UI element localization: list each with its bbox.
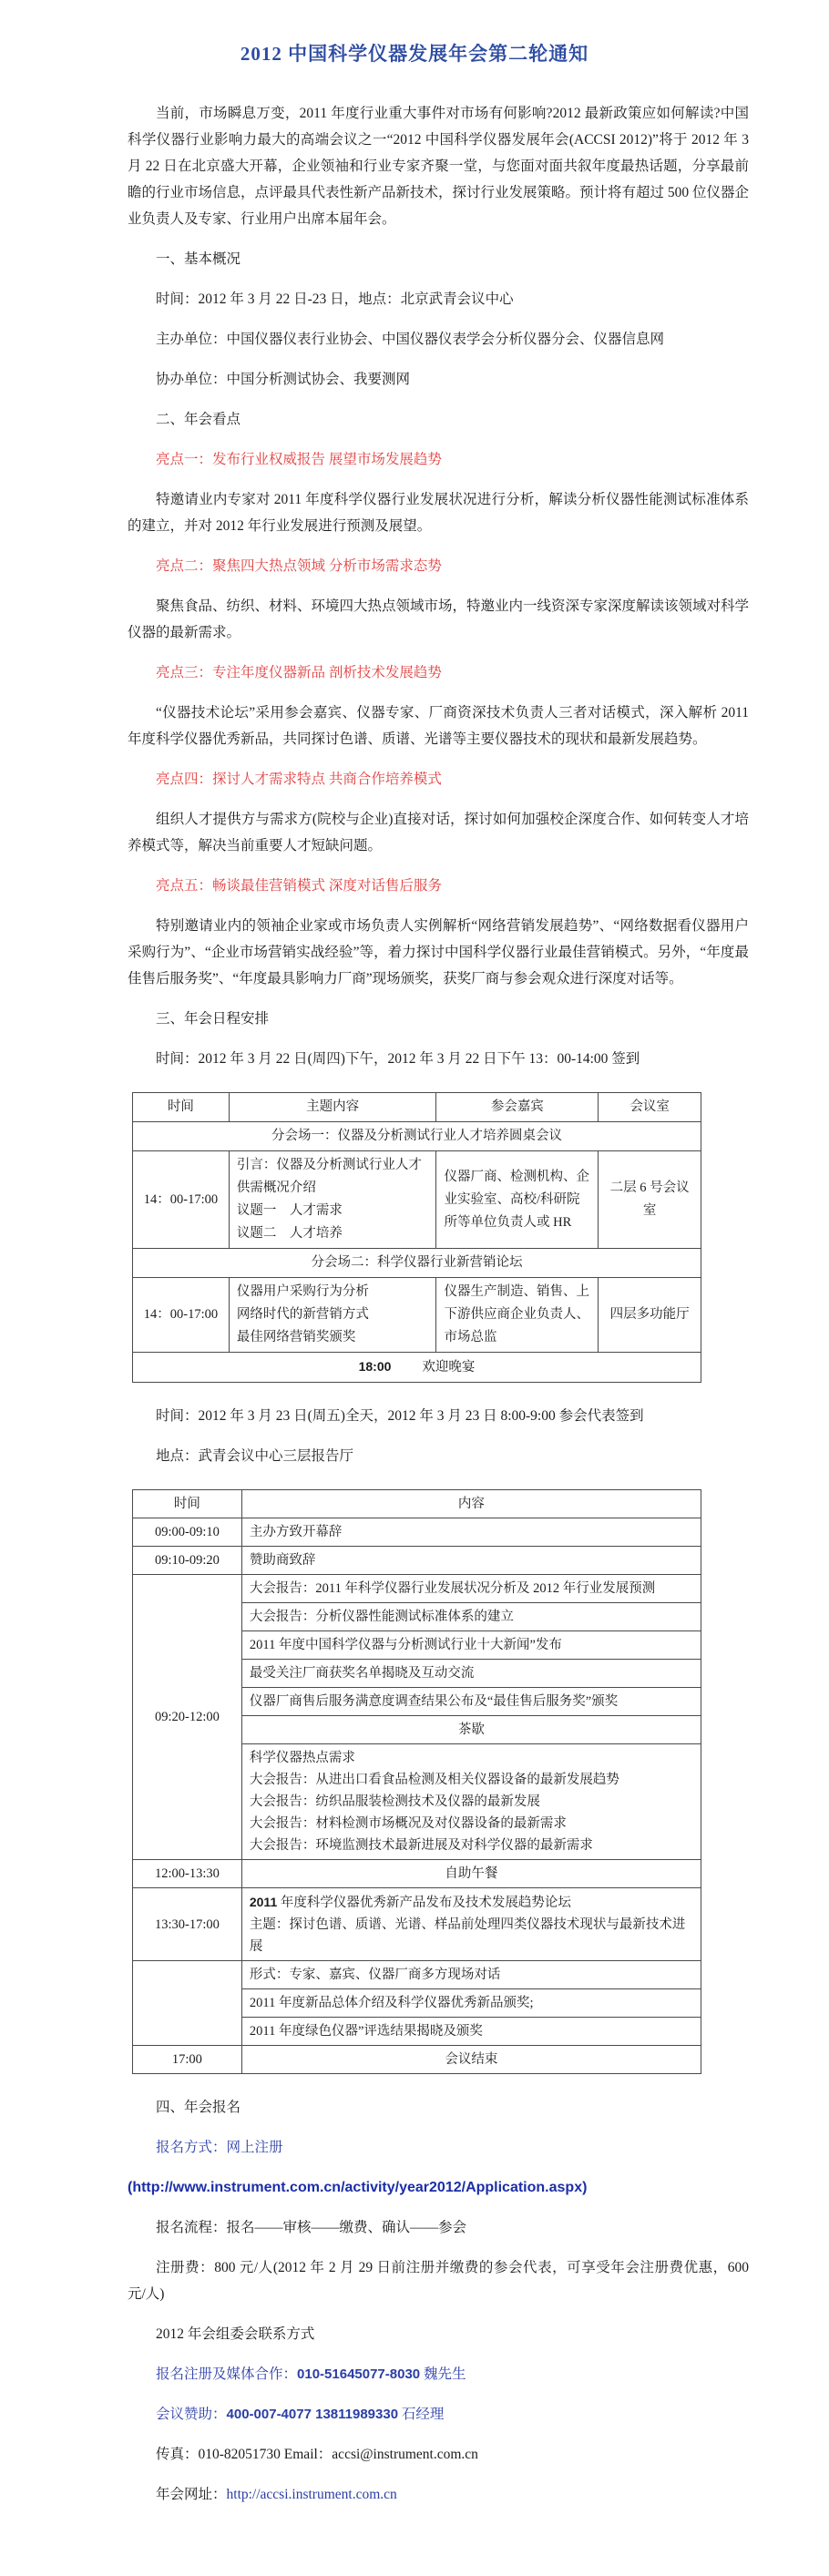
session2-row [133, 1278, 701, 1353]
afternoon-extra-2: 2011 年度新品总体介绍及科学仪器优秀新品颁奖; [241, 1989, 701, 2018]
morning-item-2: 大会报告：分析仪器性能测试标准体系的建立 [241, 1603, 701, 1631]
row1-content: 主办方致开幕辞 [241, 1518, 701, 1547]
intro-paragraph: 当前，市场瞬息万变，2011 年度行业重大事件对市场有何影响?2012 最新政策应如何解读?中国科学仪器行业影响力最大的高端会议之一“2012 中国科学仪器发展年会(ACCSI 2012)”将于 2012 年 3 月 22 日在北京盛大开幕，企业领袖和行业专家齐聚一堂，与您面对面共叙年度最热话题，分享最前瞻的行业市场信息，点评最具代表性新产品新技术，探讨行业发展策略。预计将有超过 500 位仪器企业负责人及专家、行业用户出席本届年会。 [128, 106, 750, 227]
lunch-content: 自助午餐 [241, 1860, 701, 1888]
website-label: 年会网址： [156, 2487, 227, 2502]
col-header-time: 时间 [133, 1093, 230, 1122]
afternoon-empty-time [133, 1961, 242, 2046]
morning-row-1 [133, 1575, 701, 1603]
session2-topics [229, 1278, 436, 1353]
session2-topic-2: 网络时代的新营销方式 [236, 1307, 369, 1322]
highlight-2-body: 聚焦食品、纺织、材料、环境四大热点领域市场，特邀业内一线资深专家深度解读该领域对科学仪器的最新需求。 [128, 598, 750, 640]
t2-col-header-content: 内容 [241, 1490, 701, 1518]
table2-header-row [133, 1490, 701, 1518]
row2-time: 09:10-09:20 [133, 1547, 242, 1575]
session2-guests: 仪器生产制造、销售、上下游供应商企业负责人、市场总监 [436, 1278, 599, 1353]
highlight-5-body: 特别邀请业内的领袖企业家或市场负责人实例解析“网络营销发展趋势”、“网络数据看仪器用户采购行为”、“企业市场营销实战经验”等，着力探讨中国科学仪器行业最佳营销模式。另外，“年度最佳售后服务奖”、“年度最具影响力厂商”现场颁奖，获奖厂商与参会观众进行深度对话等。 [128, 918, 749, 986]
day2-time-line: 时间：2012 年 3 月 23 日(周五)全天，2012 年 3 月 23 日 8:00-9:00 参会代表签到 [156, 1408, 644, 1424]
registration-method-line: 报名方式：网上注册 [156, 2140, 283, 2155]
highlight-3-title: 亮点三：专注年度仪器新品 剖析技术发展趋势 [156, 665, 442, 680]
closing-row [133, 2046, 701, 2074]
session1-title-row [133, 1122, 701, 1151]
banquet-label: 欢迎晚宴 [422, 1360, 476, 1375]
registration-process-line: 报名流程：报名——审核——缴费、确认——参会 [156, 2220, 467, 2235]
afternoon-extra-1: 形式：专家、嘉宾、仪器厂商多方现场对话 [241, 1961, 701, 1989]
highlight-1-title: 亮点一：发布行业权威报告 展望市场发展趋势 [156, 452, 442, 467]
sponsor-contact-label: 会议赞助： [156, 2407, 227, 2422]
session1-row [133, 1151, 701, 1249]
media-contact-label: 报名注册及媒体合作： [156, 2366, 298, 2382]
lunch-row [133, 1860, 701, 1888]
website-line [128, 2481, 749, 2508]
hot-demand-line-5: 大会报告：环境监测技术最新进展及对科学仪器的最新需求 [249, 1838, 593, 1853]
table-row-opening [133, 1518, 701, 1547]
committee-contact-heading: 2012 年会组委会联系方式 [156, 2326, 315, 2342]
highlight-3-body: “仪器技术论坛”采用参会嘉宾、仪器专家、厂商资深技术负责人三者对话模式，深入解析 2011 年度科学仪器优秀新品，共同探讨色谱、质谱、光谱等主要仪器技术的现状和最新发展趋势。 [128, 705, 749, 747]
highlight-2-title: 亮点二：聚焦四大热点领域 分析市场需求态势 [156, 558, 442, 574]
application-url-link[interactable]: (http://www.instrument.com.cn/activity/year2012/Application.aspx) [128, 2180, 588, 2195]
closing-content: 会议结束 [241, 2046, 701, 2074]
page-title: 2012 中国科学仪器发展年会第二轮通知 [240, 43, 589, 65]
media-contact-phone: 010-51645077-8030 [297, 2366, 421, 2382]
highlight-4-body: 组织人才提供方与需求方(院校与企业)直接对话，探讨如何加强校企深度合作、如何转变人才培养模式等，解决当前重要人才短缺问题。 [128, 812, 749, 854]
section-heading-schedule: 三、年会日程安排 [156, 1011, 270, 1027]
basic-time-line: 时间：2012 年 3 月 22 日-23 日，地点：北京武青会议中心 [156, 291, 514, 307]
media-contact-line [128, 2361, 749, 2387]
session1-guests: 仪器厂商、检测机构、企业实验室、高校/科研院所等单位负责人或 HR [436, 1151, 599, 1249]
session2-room: 四层多功能厅 [599, 1278, 701, 1353]
day1-time-line: 时间：2012 年 3 月 22 日(周四)下午，2012 年 3 月 22 日下午 13：00-14:00 签到 [156, 1051, 640, 1067]
session2-title-row [133, 1249, 701, 1278]
sponsor-contact-phone: 400-007-4077 13811989330 [226, 2407, 399, 2422]
highlight-4-title: 亮点四：探讨人才需求特点 共商合作培养模式 [156, 772, 442, 787]
session1-room: 二层 6 号会议室 [599, 1151, 701, 1249]
session2-title: 分会场二：科学仪器行业新营销论坛 [133, 1249, 701, 1278]
session1-topic-1: 引言：仪器及分析测试行业人才供需概况介绍 [236, 1158, 422, 1195]
row1-time: 09:00-09:10 [133, 1518, 242, 1547]
hot-demand-cell [241, 1744, 701, 1860]
closing-time: 17:00 [133, 2046, 242, 2074]
registration-fee-line: 注册费：800 元/人(2012 年 2 月 29 日前注册并缴费的参会代表，可享受年会注册费优惠，600 元/人) [128, 2260, 749, 2302]
banquet-row [133, 1353, 701, 1383]
morning-item-4: 最受关注厂商获奖名单揭晓及互动交流 [241, 1660, 701, 1688]
col-header-room: 会议室 [599, 1093, 701, 1122]
sponsor-contact-name: 石经理 [398, 2407, 445, 2422]
website-url-link[interactable]: http://accsi.instrument.com.cn [226, 2487, 397, 2502]
afternoon-extra-row-1 [133, 1961, 701, 1989]
row2-content: 赞助商致辞 [241, 1547, 701, 1575]
day1-schedule-table [132, 1092, 701, 1383]
t2-col-header-time: 时间 [133, 1490, 242, 1518]
hot-demand-line-2: 大会报告：从进出口看食品检测及相关仪器设备的最新发展趋势 [249, 1773, 619, 1787]
table-header-row [133, 1093, 701, 1122]
hot-demand-line-1: 科学仪器热点需求 [249, 1751, 355, 1765]
day2-schedule-table [132, 1489, 701, 2074]
media-contact-name: 魏先生 [420, 2366, 466, 2382]
session2-topic-3: 最佳网络营销奖颁奖 [236, 1330, 356, 1344]
col-header-guests: 参会嘉宾 [436, 1093, 599, 1122]
basic-cohost-line: 协办单位：中国分析测试协会、我要测网 [156, 372, 411, 387]
session2-topic-1: 仪器用户采购行为分析 [236, 1284, 369, 1299]
afternoon-forum-title [250, 1891, 693, 1914]
afternoon-forum-cell [241, 1888, 701, 1961]
banquet-time: 18:00 [358, 1359, 392, 1374]
afternoon-forum-row [133, 1888, 701, 1961]
lunch-time: 12:00-13:30 [133, 1860, 242, 1888]
morning-item-3: 2011 年度中国科学仪器与分析测试行业十大新闻”发布 [241, 1631, 701, 1660]
afternoon-extra-3: 2011 年度绿色仪器”评选结果揭晓及颁奖 [241, 2018, 701, 2046]
hot-demand-line-3: 大会报告：纺织品服装检测技术及仪器的最新发展 [249, 1794, 540, 1809]
session1-topic-2: 议题一 人才需求 [236, 1203, 343, 1218]
session1-topics [229, 1151, 436, 1249]
morning-item-5: 仪器厂商售后服务满意度调查结果公布及“最佳售后服务奖”颁奖 [241, 1688, 701, 1716]
afternoon-forum-subtitle: 主题：探讨色谱、质谱、光谱、样品前处理四类仪器技术现状与最新技术进展 [249, 1917, 686, 1954]
morning-item-1: 大会报告：2011 年科学仪器行业发展状况分析及 2012 年行业发展预测 [241, 1575, 701, 1603]
banquet-cell [133, 1353, 701, 1383]
tea-break-cell: 茶歇 [241, 1716, 701, 1744]
fax-email-line: 传真：010-82051730 Email：accsi@instrument.com.cn [156, 2447, 478, 2462]
col-header-topic: 主题内容 [229, 1093, 436, 1122]
sponsor-contact-line [128, 2401, 749, 2428]
highlight-5-title: 亮点五：畅谈最佳营销模式 深度对话售后服务 [156, 878, 442, 894]
section-heading-basic: 一、基本概况 [156, 251, 241, 267]
afternoon-forum-title-bold: 2011 [249, 1895, 278, 1909]
session1-topic-3: 议题二 人才培养 [236, 1226, 343, 1241]
afternoon-time: 13:30-17:00 [133, 1888, 242, 1961]
session1-time: 14：00-17:00 [133, 1151, 230, 1249]
section-heading-registration: 四、年会报名 [156, 2100, 241, 2115]
table-row-sponsor-speech [133, 1547, 701, 1575]
day2-place-line: 地点：武青会议中心三层报告厅 [156, 1448, 354, 1464]
basic-host-line: 主办单位：中国仪器仪表行业协会、中国仪器仪表学会分析仪器分会、仪器信息网 [156, 332, 665, 347]
session1-title: 分会场一：仪器及分析测试行业人才培养圆桌会议 [133, 1122, 701, 1151]
section-heading-highlights: 二、年会看点 [156, 412, 241, 427]
highlight-1-body: 特邀请业内专家对 2011 年度科学仪器行业发展状况进行分析，解读分析仪器性能测试标准体系的建立，并对 2012 年行业发展进行预测及展望。 [128, 492, 749, 534]
session2-time: 14：00-17:00 [133, 1278, 230, 1353]
hot-demand-line-4: 大会报告：材料检测市场概况及对仪器设备的最新需求 [249, 1816, 567, 1831]
afternoon-forum-title-rest: 年度科学仪器优秀新产品发布及技术发展趋势论坛 [277, 1896, 571, 1910]
morning-time: 09:20-12:00 [133, 1575, 242, 1860]
